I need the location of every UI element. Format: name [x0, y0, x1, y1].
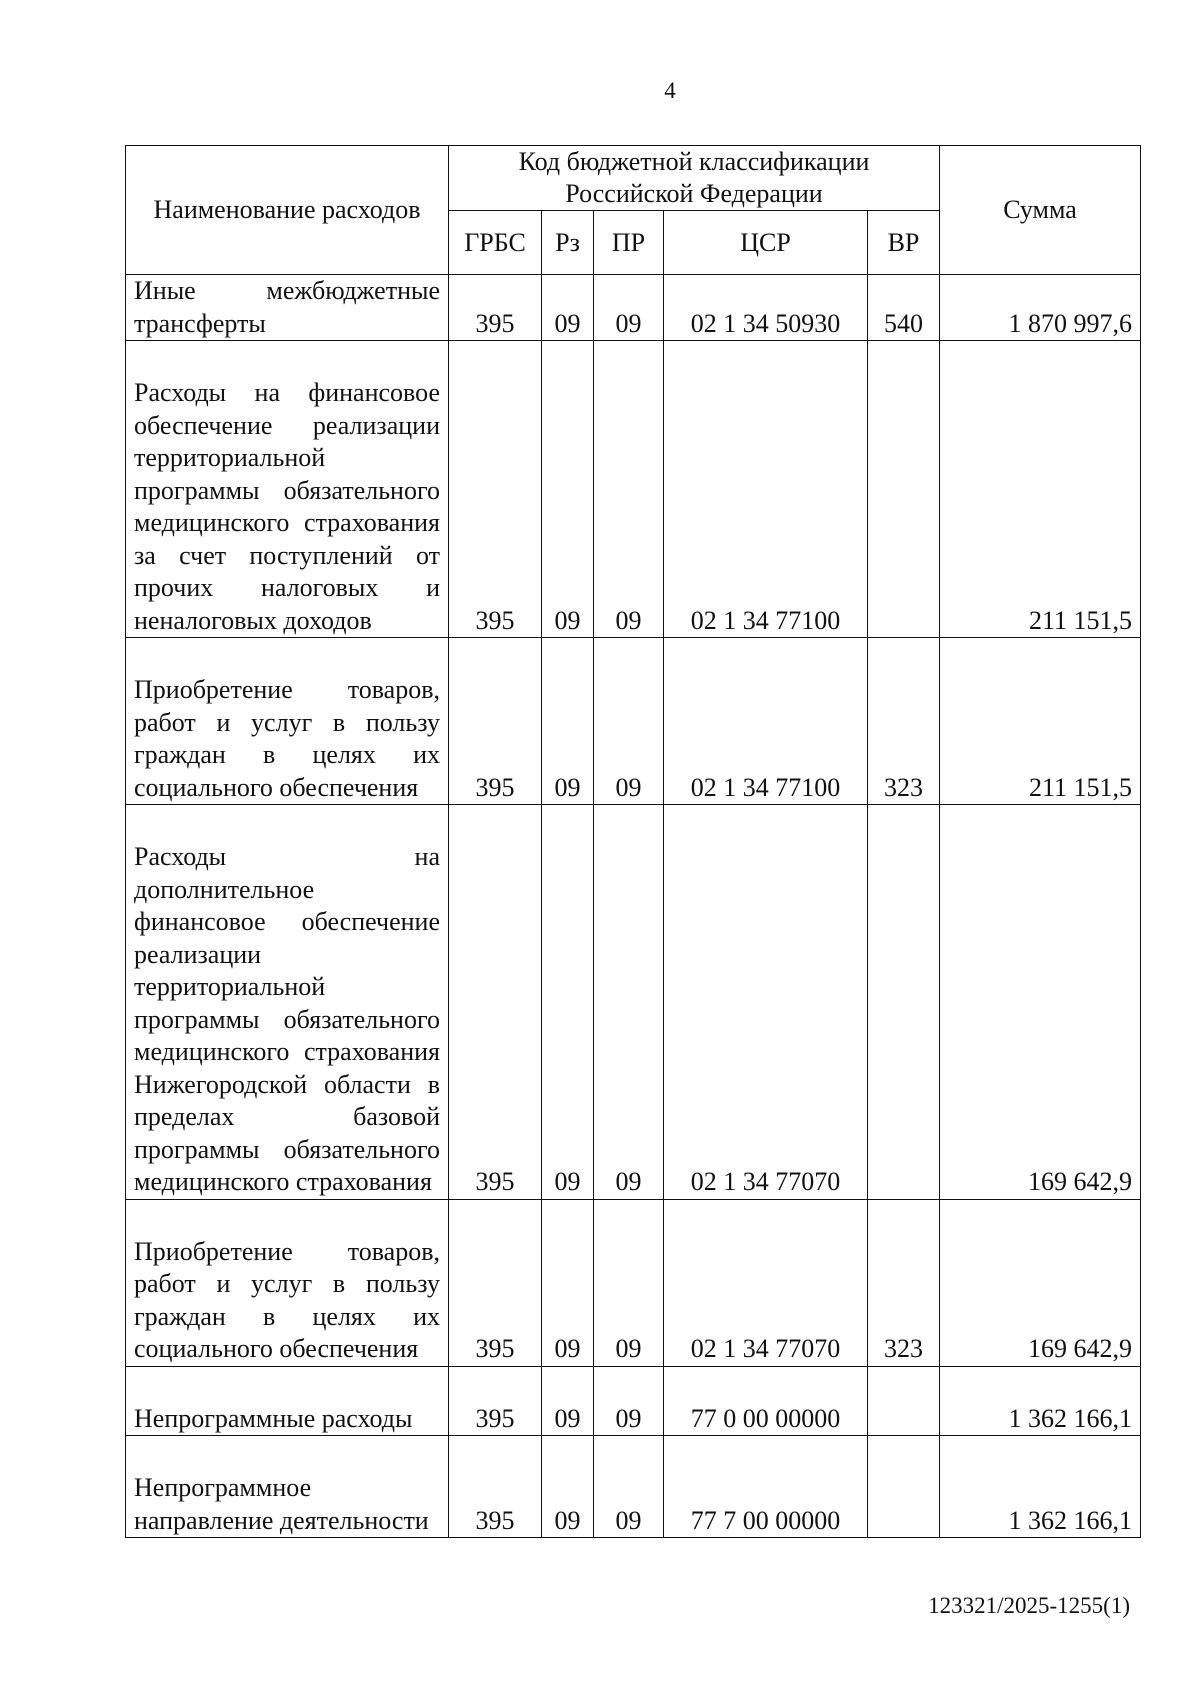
- row-vr: 323: [868, 1199, 940, 1366]
- row-grbs: 395: [449, 341, 542, 638]
- row-name: Приобретение товаров, работ и услуг в пользу граждан в целях их социального обеспечения: [126, 638, 449, 805]
- table-row: [126, 1436, 1141, 1538]
- header-csr: ЦСР: [664, 211, 868, 275]
- row-csr: 02 1 34 77070: [664, 1199, 868, 1366]
- table-row: [126, 341, 1141, 638]
- header-grbs: ГРБС: [449, 211, 542, 275]
- row-sum: 1 870 997,6: [940, 275, 1141, 341]
- row-sum: 211 151,5: [940, 341, 1141, 638]
- row-sum: 211 151,5: [940, 638, 1141, 805]
- header-vr: ВР: [868, 211, 940, 275]
- header-sum: Сумма: [940, 146, 1141, 275]
- row-sum: 169 642,9: [940, 1199, 1141, 1366]
- row-vr: 540: [868, 275, 940, 341]
- row-sum: 1 362 166,1: [940, 1366, 1141, 1436]
- row-csr: 77 7 00 00000: [664, 1436, 868, 1538]
- row-rz: 09: [542, 275, 594, 341]
- row-grbs: 395: [449, 275, 542, 341]
- budget-table: [125, 145, 1141, 1538]
- row-grbs: 395: [449, 638, 542, 805]
- header-pr: ПР: [594, 211, 664, 275]
- row-csr: 02 1 34 50930: [664, 275, 868, 341]
- table-row: [126, 1199, 1141, 1366]
- row-name: Непрограммные расходы: [126, 1366, 449, 1436]
- row-pr: 09: [594, 1366, 664, 1436]
- row-rz: 09: [542, 805, 594, 1200]
- table-row: [126, 805, 1141, 1200]
- row-vr: [868, 805, 940, 1200]
- row-pr: 09: [594, 275, 664, 341]
- row-sum: 169 642,9: [940, 805, 1141, 1200]
- header-name: Наименование расходов: [126, 146, 449, 275]
- page-number: 4: [664, 78, 676, 103]
- row-name: Расходы на финансовое обеспечение реализации территориальной программы обязательного медицинского страхования за счет поступлений от прочих налоговых и неналоговых доходов: [126, 341, 449, 638]
- row-name: Непрограммное направление деятельности: [126, 1436, 449, 1538]
- row-name: Расходы на дополнительное финансовое обеспечение реализации территориальной программы обязательного медицинского страхования Нижегородской области в пределах базовой программы обязательного медицинского страхования: [126, 805, 449, 1200]
- row-grbs: 395: [449, 1199, 542, 1366]
- table-row: [126, 275, 1141, 341]
- row-sum: 1 362 166,1: [940, 1436, 1141, 1538]
- row-csr: 02 1 34 77070: [664, 805, 868, 1200]
- row-vr: [868, 1436, 940, 1538]
- row-csr: 02 1 34 77100: [664, 341, 868, 638]
- row-name: Иные межбюджетные трансферты: [126, 275, 449, 341]
- row-rz: 09: [542, 1436, 594, 1538]
- row-grbs: 395: [449, 1436, 542, 1538]
- row-rz: 09: [542, 1366, 594, 1436]
- row-name: Приобретение товаров, работ и услуг в пользу граждан в целях их социального обеспечения: [126, 1199, 449, 1366]
- row-pr: 09: [594, 1436, 664, 1538]
- row-pr: 09: [594, 805, 664, 1200]
- row-vr: [868, 341, 940, 638]
- header-rz: Рз: [542, 211, 594, 275]
- row-vr: [868, 1366, 940, 1436]
- row-csr: 02 1 34 77100: [664, 638, 868, 805]
- row-rz: 09: [542, 1199, 594, 1366]
- row-grbs: 395: [449, 1366, 542, 1436]
- row-rz: 09: [542, 341, 594, 638]
- row-pr: 09: [594, 1199, 664, 1366]
- table-row: [126, 1366, 1141, 1436]
- row-rz: 09: [542, 638, 594, 805]
- document-id: 123321/2025-1255(1): [928, 1593, 1130, 1618]
- row-csr: 77 0 00 00000: [664, 1366, 868, 1436]
- row-pr: 09: [594, 638, 664, 805]
- row-grbs: 395: [449, 805, 542, 1200]
- row-vr: 323: [868, 638, 940, 805]
- header-code-group: Код бюджетной классификации Российской Федерации: [449, 146, 940, 211]
- row-pr: 09: [594, 341, 664, 638]
- table-row: [126, 638, 1141, 805]
